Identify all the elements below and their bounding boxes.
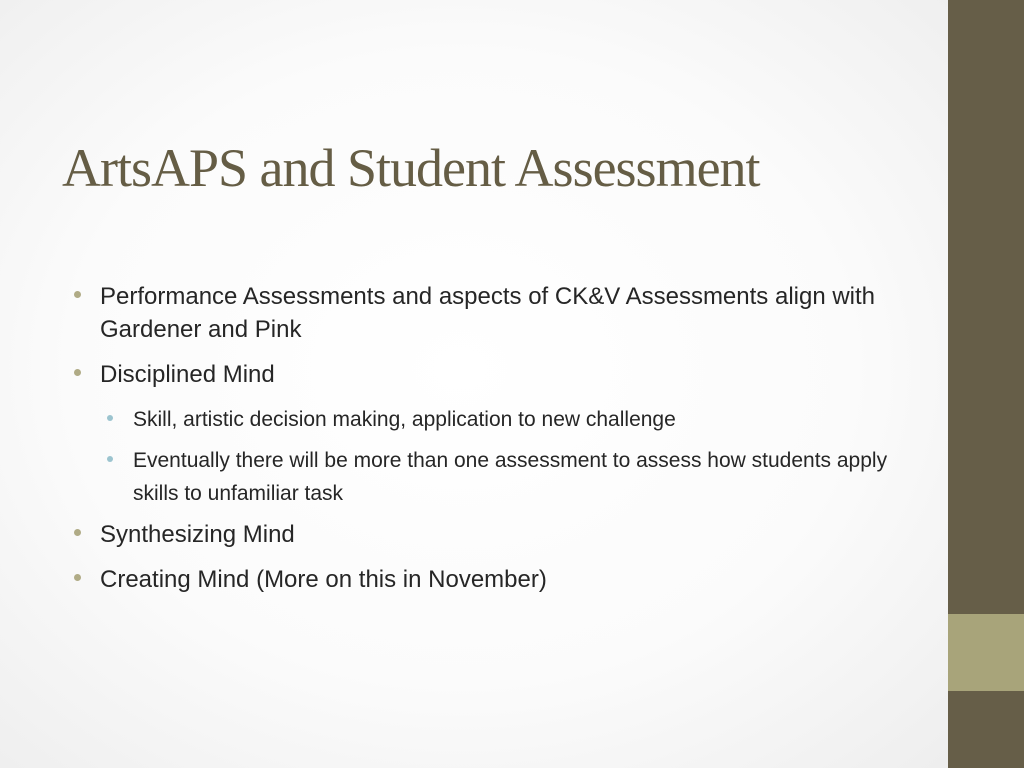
bullet-text: Synthesizing Mind bbox=[100, 521, 295, 548]
bullet-list bbox=[72, 280, 902, 608]
bullet-dot-icon bbox=[74, 574, 81, 581]
sub-bullet-item bbox=[105, 444, 902, 510]
sub-bullet-text: Eventually there will be more than one assessment to assess how students apply skills to unfamiliar task bbox=[133, 449, 888, 505]
bullet-item bbox=[72, 518, 902, 551]
decorative-sidebar-accent bbox=[948, 614, 1024, 691]
slide-title: ArtsAPS and Student Assessment bbox=[62, 138, 760, 198]
bullet-text: Creating Mind (More on this in November) bbox=[100, 566, 547, 593]
bullet-dot-icon bbox=[74, 369, 81, 376]
bullet-item bbox=[72, 563, 902, 596]
bullet-dot-icon bbox=[74, 529, 81, 536]
sub-bullet-text: Skill, artistic decision making, application to new challenge bbox=[133, 408, 676, 431]
bullet-item bbox=[72, 358, 902, 391]
bullet-dot-icon bbox=[74, 291, 81, 298]
sub-bullet-item bbox=[105, 403, 902, 436]
sub-bullet-dot-icon bbox=[107, 415, 113, 421]
bullet-text: Performance Assessments and aspects of CK&V Assessments align with Gardener and Pink bbox=[100, 283, 876, 343]
sub-bullet-dot-icon bbox=[107, 456, 113, 462]
bullet-text: Disciplined Mind bbox=[100, 361, 275, 388]
bullet-item bbox=[72, 280, 902, 346]
